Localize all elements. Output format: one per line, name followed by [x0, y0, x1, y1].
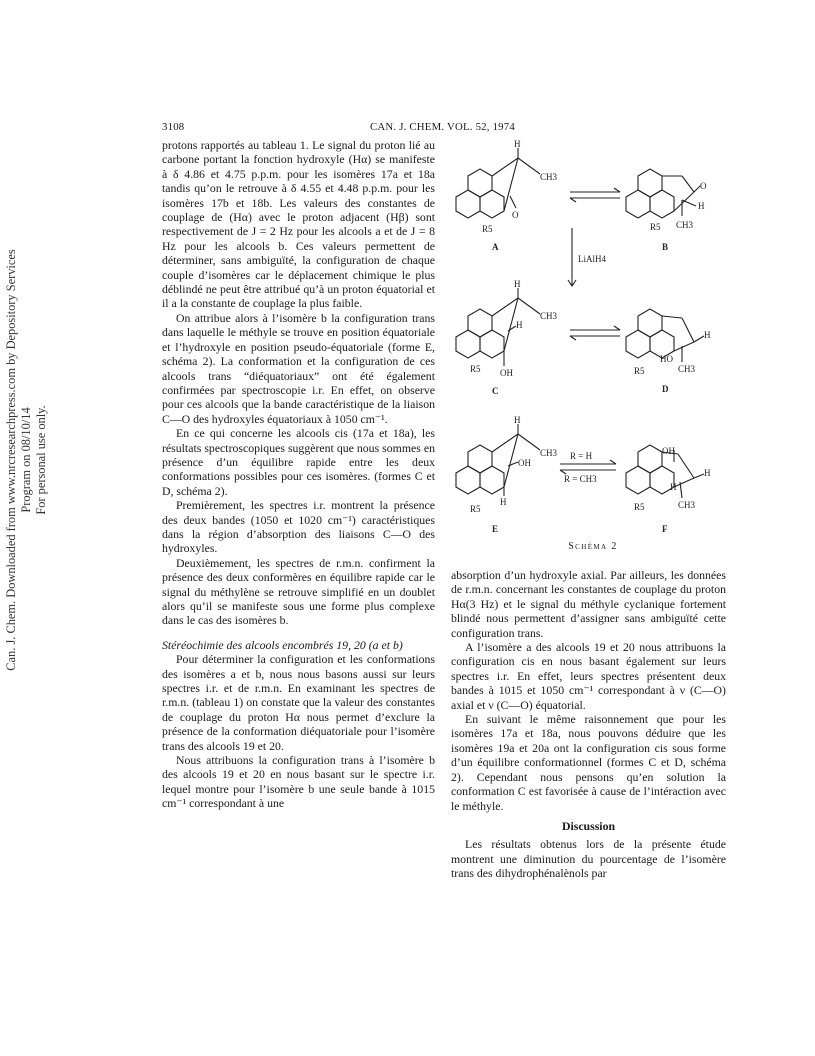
atom-ch3: CH3: [540, 172, 558, 182]
atom-h: H: [670, 482, 677, 492]
atom-ho: HO: [660, 354, 673, 364]
left-column: [162, 138, 435, 811]
atom-h: H: [514, 139, 521, 149]
atom-r5: R5: [470, 364, 481, 374]
equilibrium-arrow: [560, 460, 616, 474]
running-header: [162, 121, 726, 137]
atom-ch3: CH3: [540, 448, 558, 458]
paragraph: Deuxièmement, les spectres de r.m.n. confirment la présence des deux conformères en équilibre rapide car le signal du méthylène se retrouve simplifié en un doublet alors qu’il se manifeste sous une forme plus complexe dans le cas des isomères b.: [162, 555, 435, 628]
compound-label-b: B: [662, 242, 669, 252]
atom-r5: R5: [650, 222, 661, 232]
compound-b-structure: [626, 169, 700, 218]
compound-c-structure: [456, 288, 540, 366]
atom-h: H: [516, 320, 523, 330]
atom-ch3: CH3: [540, 311, 558, 321]
download-notice-sidebar: [4, 230, 48, 690]
paragraph: Les résultats obtenus lors de la présente étude montrent une diminution du pourcentage de l’isomère trans des dihydrophénalènols par: [451, 837, 726, 881]
reagent-label: LiAlH4: [578, 254, 606, 264]
atom-oh: OH: [662, 446, 675, 456]
paragraph: protons rapportés au tableau 1. Le signal du proton lié au carbone portant la fonction hydroxyle (Hα) se manifeste à δ 4.86 et 4.75 p.p.m. pour les isomères 17a et 18a tandis qu’on le retrouve à δ 4.55 et 4.48 p.p.m. pour les isomères 17b et 18b. Les valeurs des constantes de couplage de (Hα) avec le proton adjacent (Hβ) sont respectivement de J = 2 Hz pour les alcools a et de J = 8 Hz pour les alcools b. Ces valeurs permettent de déterminer, sans ambiguïté, la configuration de chaque couple d’isomères car le déplacement chimique le plus déblindé ne peut être attribué qu’à un proton équatorial et il a la constante de couplage la plus faible.: [162, 138, 435, 311]
section-heading: Stéréochimie des alcools encombrés 19, 20 (a et b): [162, 637, 403, 652]
reaction-scheme: [448, 136, 738, 556]
personal-use-line: For personal use only.: [34, 405, 48, 515]
atom-ch3: CH3: [676, 220, 694, 230]
atom-r5: R5: [634, 502, 645, 512]
atom-h: H: [500, 497, 507, 507]
paragraph: Pour déterminer la configuration et les conformations des isomères a et b, nous nous basons aussi sur leurs spectres i.r. et de r.m.n. En examinant les spectres de r.m.n. (tableau 1) on constate que la valeur des constantes de couplage du proton Hα nous permet d’exclure la présence de la conformation diéquatoriale pour l’isomère trans des alcools 19 et 20.: [162, 652, 435, 753]
paragraph: En ce qui concerne les alcools cis (17a et 18a), les résultats spectroscopiques suggèrent que nous sommes en présence d’un équilibre rapide entre les deux conformations possibles pour ces isomères. (formes C et D, schéma 2).: [162, 426, 435, 498]
equilibrium-arrow: [570, 326, 620, 340]
compound-label-c: C: [492, 386, 499, 396]
download-notice-line: Can. J. Chem. Downloaded from www.nrcresearchpress.com by Depository Services Program on 08/10/14: [4, 249, 33, 671]
atom-r5: R5: [470, 504, 481, 514]
atom-o: O: [512, 210, 519, 220]
atom-oh: OH: [518, 458, 531, 468]
compound-label-a: A: [492, 242, 499, 252]
atom-ch3: CH3: [678, 500, 696, 510]
paragraph: On attribue alors à l’isomère b la configuration trans dans laquelle le méthyle se trouve en position équatoriale et l’hydroxyle en position pseudo-équatoriale (forme E, schéma 2). La conformation et la configuration de ces alcools trans “diéquatoriaux” ont été également confirmées par spectroscopie i.r. En effet, on observe pour ces alcools que la bande caractéristique de la liaison C—O des hydroxyles équatoriaux à 1050 cm⁻¹.: [162, 310, 435, 426]
paragraph: En suivant le même raisonnement que pour les isomères 17a et 18a, nous pouvons déduire que les isomères 19a et 20a ont la configuration cis sous forme d’un équilibre conformationnel (formes C et D, schéma 2). Cependant nous pensons qu’en solution la conformation C est favorisée à cause de l’intéraction avec le méthyle.: [451, 712, 726, 813]
atom-ch3: CH3: [678, 364, 696, 374]
atom-h: H: [704, 468, 711, 478]
compound-label-d: D: [662, 384, 669, 394]
paragraph: absorption d’un hydroxyle axial. Par ailleurs, les données de r.m.n. concernant les constantes de couplage du proton Hα(3 Hz) et le signal du méthyle cyclanique fortement blindé nous permettent d’assigner sans ambiguïté cette configuration trans.: [451, 568, 726, 640]
reduction-arrow: [568, 228, 576, 286]
atom-h: H: [514, 279, 521, 289]
paragraph: Premièrement, les spectres i.r. montrent la présence des deux bandes (1050 et 1020 cm⁻¹) caractéristiques dans la région d’absorption des liaisons C—O des hydroxyles.: [162, 498, 435, 556]
atom-oh: OH: [500, 368, 513, 378]
compound-a-structure: [456, 148, 540, 218]
paragraph: Nous attribuons la configuration trans à l’isomère b des alcools 19 et 20 en nous basant sur le spectre i.r. lequel montre pour l’isomère b une seule bande à 1015 cm⁻¹ correspondant à une: [162, 753, 435, 811]
atom-h: H: [514, 415, 521, 425]
paragraph: A l’isomère a des alcools 19 et 20 nous attribuons la configuration cis en nous basant également sur leurs spectres i.r. En effet, leurs spectres présentent deux bandes à 1015 et 1050 cm⁻¹ correspondant à ν (C—O) axial et ν (C—O) équatorial.: [451, 640, 726, 712]
scheme-caption: Schéma 2: [568, 541, 618, 552]
page-number: 3108: [162, 121, 185, 133]
atom-h: H: [704, 330, 711, 340]
condition-r-h: R = H: [570, 451, 593, 461]
condition-r-ch3: R = CH3: [564, 474, 597, 484]
atom-r5: R5: [634, 366, 645, 376]
journal-citation: CAN. J. CHEM. VOL. 52, 1974: [370, 121, 515, 133]
compound-label-e: E: [492, 524, 499, 534]
right-column: [451, 568, 726, 881]
scheme-drawing: [448, 136, 738, 556]
atom-r5: R5: [482, 224, 493, 234]
compound-label-f: F: [662, 524, 668, 534]
atom-o: O: [700, 181, 707, 191]
atom-h: H: [698, 201, 705, 211]
equilibrium-arrow: [570, 188, 620, 202]
section-heading-discussion: Discussion: [561, 818, 616, 833]
